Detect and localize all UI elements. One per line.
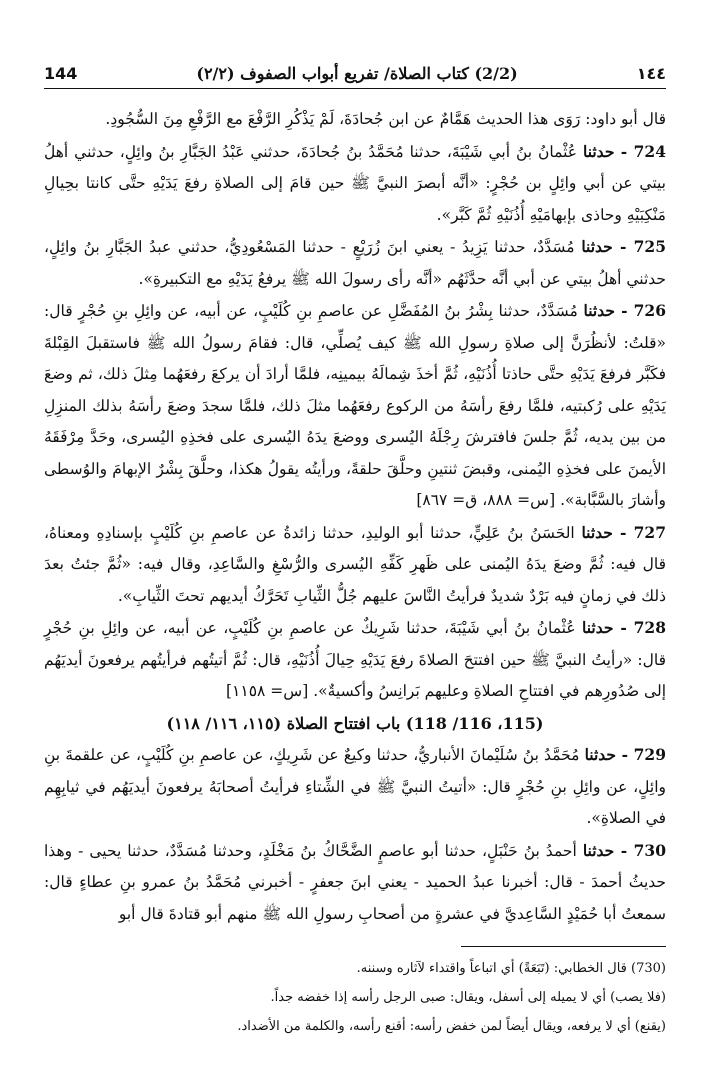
- page-number-left: 144: [44, 63, 78, 83]
- hadith-724: 724 - حدثنا عُثْمانُ بنُ أبي شَيْبَةَ، حدثنا مُحَمَّدُ بنُ جُحادَةَ، حدثني عَبْدُ الجَبَّارِ بنُ وائِلٍ، حدثني أهلُ بيتي عن أبي وائِلٍ بن حُجْرٍ: «أنَّه أبصرَ النبيَّ ﷺ حين قامَ إلى الصلاةِ رفعَ يَدَيْهِ حتَّى كانتا بحِيالِ مَنْكِبَيْهِ وحاذى بإبهامَيْهِ أُذُنَيْهِ ثُمَّ كَبَّر».: [44, 141, 666, 224]
- hadith-729: 729 - حدثنا مُحَمَّدُ بنُ سُلَيْمانَ الأنباريُّ، حدثنا وكيعٌ عن شَرِيكٍ، عن عاصمِ بنِ كُلَيْبٍ، عن علقمةَ بنِ وائِلٍ، عن وائِلِ بنِ حُجْرٍ قال: «أتيتُ النبيَّ ﷺ في الشِّتاءِ فرأيتُ أصحابَهُ يرفعونَ أيديَهُم في ثيابِهِم في الصلاةِ».: [44, 745, 666, 827]
- footnote-item: (730) قال الخطابي: (تَبَعَةً) أي اتباعاً واقتداء لآثاره وسننه.: [356, 961, 666, 976]
- running-title: (2/2) كتاب الصلاة/ تفريع أبواب الصفوف (٢/٢): [196, 63, 518, 83]
- footnotes: [44, 954, 666, 1041]
- hadith-727: 727 - حدثنا الحَسَنُ بنُ عَلِيٍّ، حدثنا أبو الوليدِ، حدثنا زائدةُ عن عاصمِ بنِ كُلَيْبٍ بإسنادِهِ ومعناهُ، قال فيه: ثُمَّ وضعَ يدَهُ اليُمنى على ظَهرِ كَفِّهِ اليُسرى والرُّسْغِ والسَّاعِدِ، وقال فيه: «ثُمَّ جئتُ بعدَ ذلك في زمانٍ فيه بَرْدٌ شديدٌ فرأيتُ النَّاسَ عليهم جُلُّ الثِّيابِ تَحَرَّكُ أيديهم تحتَ الثِّيابِ».: [44, 522, 666, 605]
- footnote-divider: [461, 946, 666, 947]
- page-number-right: ١٤٤: [636, 63, 666, 83]
- chapter-heading: (115، 116/ 118) باب افتتاح الصلاة (١١٥، ١١٦/ ١١٨): [166, 713, 544, 733]
- abu-dawud-note: قال أبو داود: رَوَى هذا الحديث هَمَّامٌ عن ابن جُحادَةَ، لَمْ يَذْكُرِ الرَّفْعَ مع الرَّفْعِ مِنَ السُّجُودِ.: [105, 110, 666, 128]
- page-header: [44, 58, 666, 89]
- footnote-item: (يقنع) أي لا يرفعه، ويقال أيضاً لمن خفض رأسه: أقنع رأسه، والكلمة من الأضداد.: [237, 1019, 666, 1034]
- hadith-728: 728 - حدثنا عُثْمانُ بنُ أبي شَيْبَةَ، حدثنا شَرِيكٌ عن عاصمِ بنِ كُلَيْبٍ، عن أبيه، عن وائِلِ بنِ حُجْرٍ قال: «رأيتُ النبيَّ ﷺ حين افتتحَ الصلاةَ رفعَ يَدَيْهِ حِيالَ أُذُنَيْهِ، قال: ثُمَّ أتيتُهم فرأيتُهم يرفعونَ أيديَهُم إلى صُدُورِهم في افتتاحِ الصلاةِ وعليهم بَرانِسُ وأكسيةٌ». [س= ١١٥٨]: [44, 618, 666, 700]
- hadith-730: 730 - حدثنا أحمدُ بنُ حَنْبَلٍ، حدثنا أبو عاصمٍ الضَّحَّاكُ بنُ مَخْلَدٍ، وحدثنا مُسَدَّدٌ، حدثنا يحيى - وهذا حديثُ أحمدَ - قال: أخبرنا عبدُ الحميد - يعني ابنَ جعفرٍ - أخبرني مُحَمَّدُ بنُ عمرو بنِ عطاءٍ قال: سمعتُ أبا حُمَيْدٍ السَّاعِديَّ في عشرةٍ من أصحابِ رسولِ الله ﷺ منهم أبو قتادةَ قال أبو: [44, 840, 666, 923]
- hadith-726: 726 - حدثنا مُسَدَّدٌ، حدثنا بِشْرُ بنُ المُفَضَّلِ عن عاصمِ بنِ كُلَيْبٍ، عن أبيه، عن وائِلِ بنِ حُجْرٍ قال: «قلتُ: لأنظُرَنَّ إلى صلاةِ رسولِ الله ﷺ كيف يُصلِّي، قال: فقامَ رسولُ الله ﷺ فاستقبلَ القِبْلةَ فكَبَّر فرفعَ يَدَيْهِ حتَّى حاذتا أُذُنَيْهِ، ثُمَّ أخذَ شِمالَهُ بيمينِه، فلمَّا أرادَ أن يركعَ رفعَهُما مِثلَ ذلك، ثم وضعَ يَدَيْهِ على رُكبتيه، فلمَّا رفعَ رأسَهُ من الركوع رفعَهُما مثلَ ذلك، فلمَّا سجدَ وضعَ رأسَهُ بذلك المنزِلِ من بين يديه، ثُمَّ جلسَ فافترشَ رِجْلَهُ اليُسرى ووضعَ يدَهُ اليُسرى على فخذِهِ اليُسرى، وحَدَّ مِرْفَقَهُ الأيمنَ على فخذِهِ اليُمنى، وقبضَ ثنتينِ وحلَّقَ حلقةً، ورأيتُه يقولُ هكذا، وحلَّقَ بِشْرٌ الإبهامَ والوُسطى وأشارَ بالسَّبَّابة». [س= ٨٨٨، ق= ٨٦٧]: [44, 301, 666, 509]
- main-text: [44, 104, 666, 930]
- hadith-725: 725 - حدثنا مُسَدَّدٌ، حدثنا يَزِيدُ - يعني ابنَ زُرَيْعٍ - حدثنا المَسْعُودِيُّ، حدثني عبدُ الجَبَّارِ بنُ وائِلٍ، حدثني أهلُ بيتي عن أبي أنَّه حدَّثَهُم «أنَّه رأى رسولَ الله ﷺ يرفعُ يَدَيْهِ مع التكبيرةِ».: [44, 237, 666, 288]
- footnote-item: (فلا يصب) أي لا يميله إلى أسفل، ويقال: صبى الرجل رأسه إذا خفضه جداً.: [270, 990, 666, 1005]
